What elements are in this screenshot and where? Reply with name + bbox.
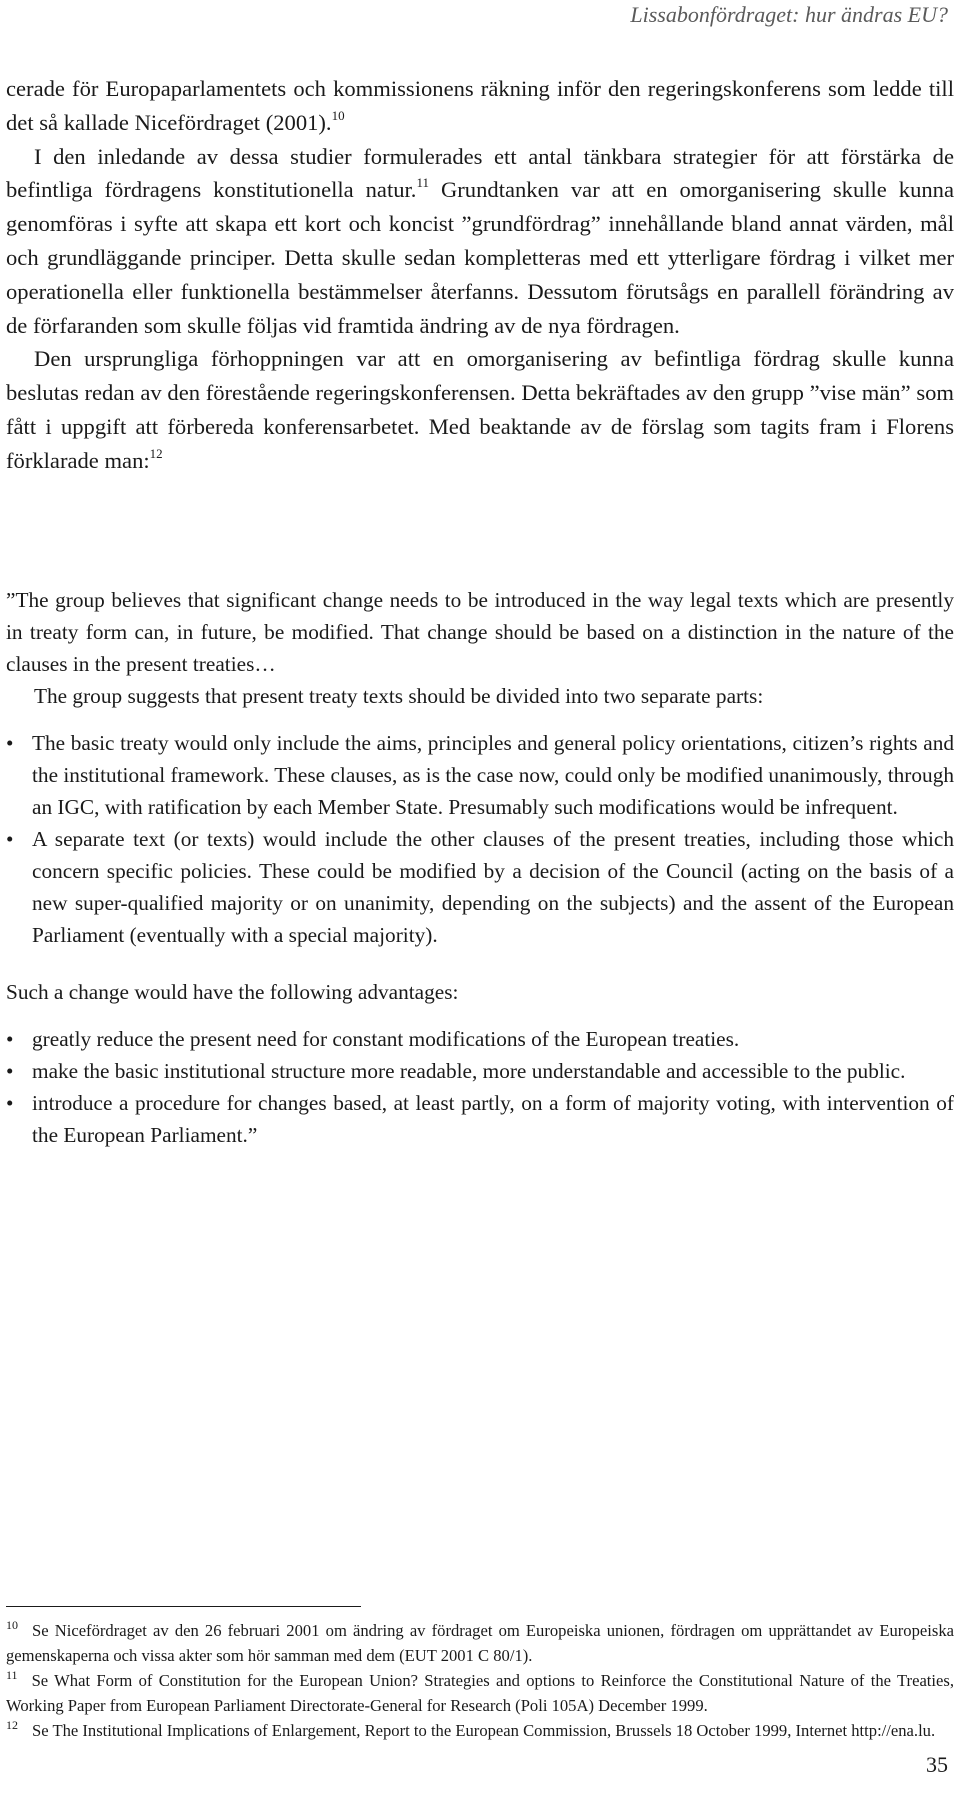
footnote-12 xyxy=(6,1718,954,1743)
paragraph-2 xyxy=(6,140,954,343)
quote-paragraph-3: Such a change would have the following advantages: xyxy=(6,980,459,1004)
footnote-text: Se What Form of Constitution for the European Union? Strategies and options to Reinforce the Constitutional Nature of the Treaties, Working Paper from European Parliament Directorate-General for Research (Poli 105A) December 1999. xyxy=(6,1671,954,1715)
paragraph-1 xyxy=(6,72,954,140)
footnotes xyxy=(6,1618,954,1743)
footnote-10 xyxy=(6,1618,954,1668)
list-item: • greatly reduce the present need for constant modifications of the European treaties. xyxy=(6,1023,954,1055)
list-item: • The basic treaty would only include the aims, principles and general policy orientations, citizen’s rights and the institutional framework. These clauses, as is the case now, could only be modified unanimously, through an IGC, with ratification by each Member State. Presumably such modifications would be infrequent. xyxy=(6,727,954,823)
quote-paragraph-1: ”The group believes that significant change needs to be introduced in the way legal texts which are presently in treaty form can, in future, be modified. That change should be based on a distinction in the nature of the clauses in the present treaties… xyxy=(6,588,954,676)
footnote-number: 11 xyxy=(6,1668,18,1682)
running-header: Lissabonfördraget: hur ändras EU? xyxy=(630,2,948,27)
list-item: • make the basic institutional structure more readable, more understandable and accessible to the public. xyxy=(6,1055,954,1087)
parts-list xyxy=(6,727,954,951)
footnote-divider xyxy=(6,1606,361,1607)
footnote-11 xyxy=(6,1668,954,1718)
paragraph-3 xyxy=(6,342,954,477)
footnote-ref-12: 12 xyxy=(149,445,163,461)
paragraph-1-text: cerade för Europaparlamentets och kommissionens räkning inför den regeringskonferens som ledde till det så kallade Nicefördraget (2001). xyxy=(6,76,954,135)
list-item: • A separate text (or texts) would include the other clauses of the present treaties, including those which concern specific policies. These could be modified by a decision of the Council (acting on the basis of a new super-qualified majority or on unanimity, depending on the subjects) and the assent of the European Parliament (eventually with a special majority). xyxy=(6,823,954,951)
footnote-text: Se The Institutional Implications of Enlargement, Report to the European Commission, Brussels 18 October 1999, Internet http://ena.lu. xyxy=(32,1721,936,1740)
footnote-number: 12 xyxy=(6,1718,18,1732)
paragraph-2-text-b: Grundtanken var att en omorganisering skulle kunna genomföras i syfte att skapa ett kort och koncist ”grundfördrag” innehållande bland annat värden, mål och grundläggande principer. Detta skulle sedan kompletteras med ett ytterligare fördrag i vilket mer operationella eller funktionella bestämmelser återfanns. Dessutom förutsågs en parallell förändring av de förfaranden som skulle följas vid framtida ändring av de nya fördragen. xyxy=(6,177,954,338)
list-item: • introduce a procedure for changes based, at least partly, on a form of majority voting, with intervention of the European Parliament.” xyxy=(6,1087,954,1151)
footnote-number: 10 xyxy=(6,1618,18,1632)
footnote-text: Se Nicefördraget av den 26 februari 2001 om ändring av fördraget om Europeiska unionen, fördragen om upprättandet av Europeiska gemenskaperna och vissa akter som hör samman med dem (EUT 2001 C 80/1). xyxy=(6,1621,954,1665)
paragraph-3-text: Den ursprungliga förhoppningen var att en omorganisering av befintliga fördrag skulle kunna beslutas redan av den förestående regeringskonferensen. Detta bekräftades av den grupp ”vise män” som fått i uppgift att förbereda konferensarbetet. Med beaktande av de förslag som tagits fram i Florens förklarade man: xyxy=(6,346,954,473)
quote-paragraph-2: The group suggests that present treaty texts should be divided into two separate parts: xyxy=(34,684,764,708)
page-number: 35 xyxy=(926,1752,948,1777)
footnote-ref-11: 11 xyxy=(416,175,429,191)
block-quote xyxy=(6,584,954,1151)
paragraph-2-text-a: I den inledande av dessa studier formulerades ett antal tänkbara strategier för att förstärka de befintliga fördragens konstitutionella natur. xyxy=(6,143,954,203)
body-text xyxy=(6,72,954,478)
advantages-list xyxy=(6,1023,954,1151)
footnote-ref-10: 10 xyxy=(331,107,345,123)
